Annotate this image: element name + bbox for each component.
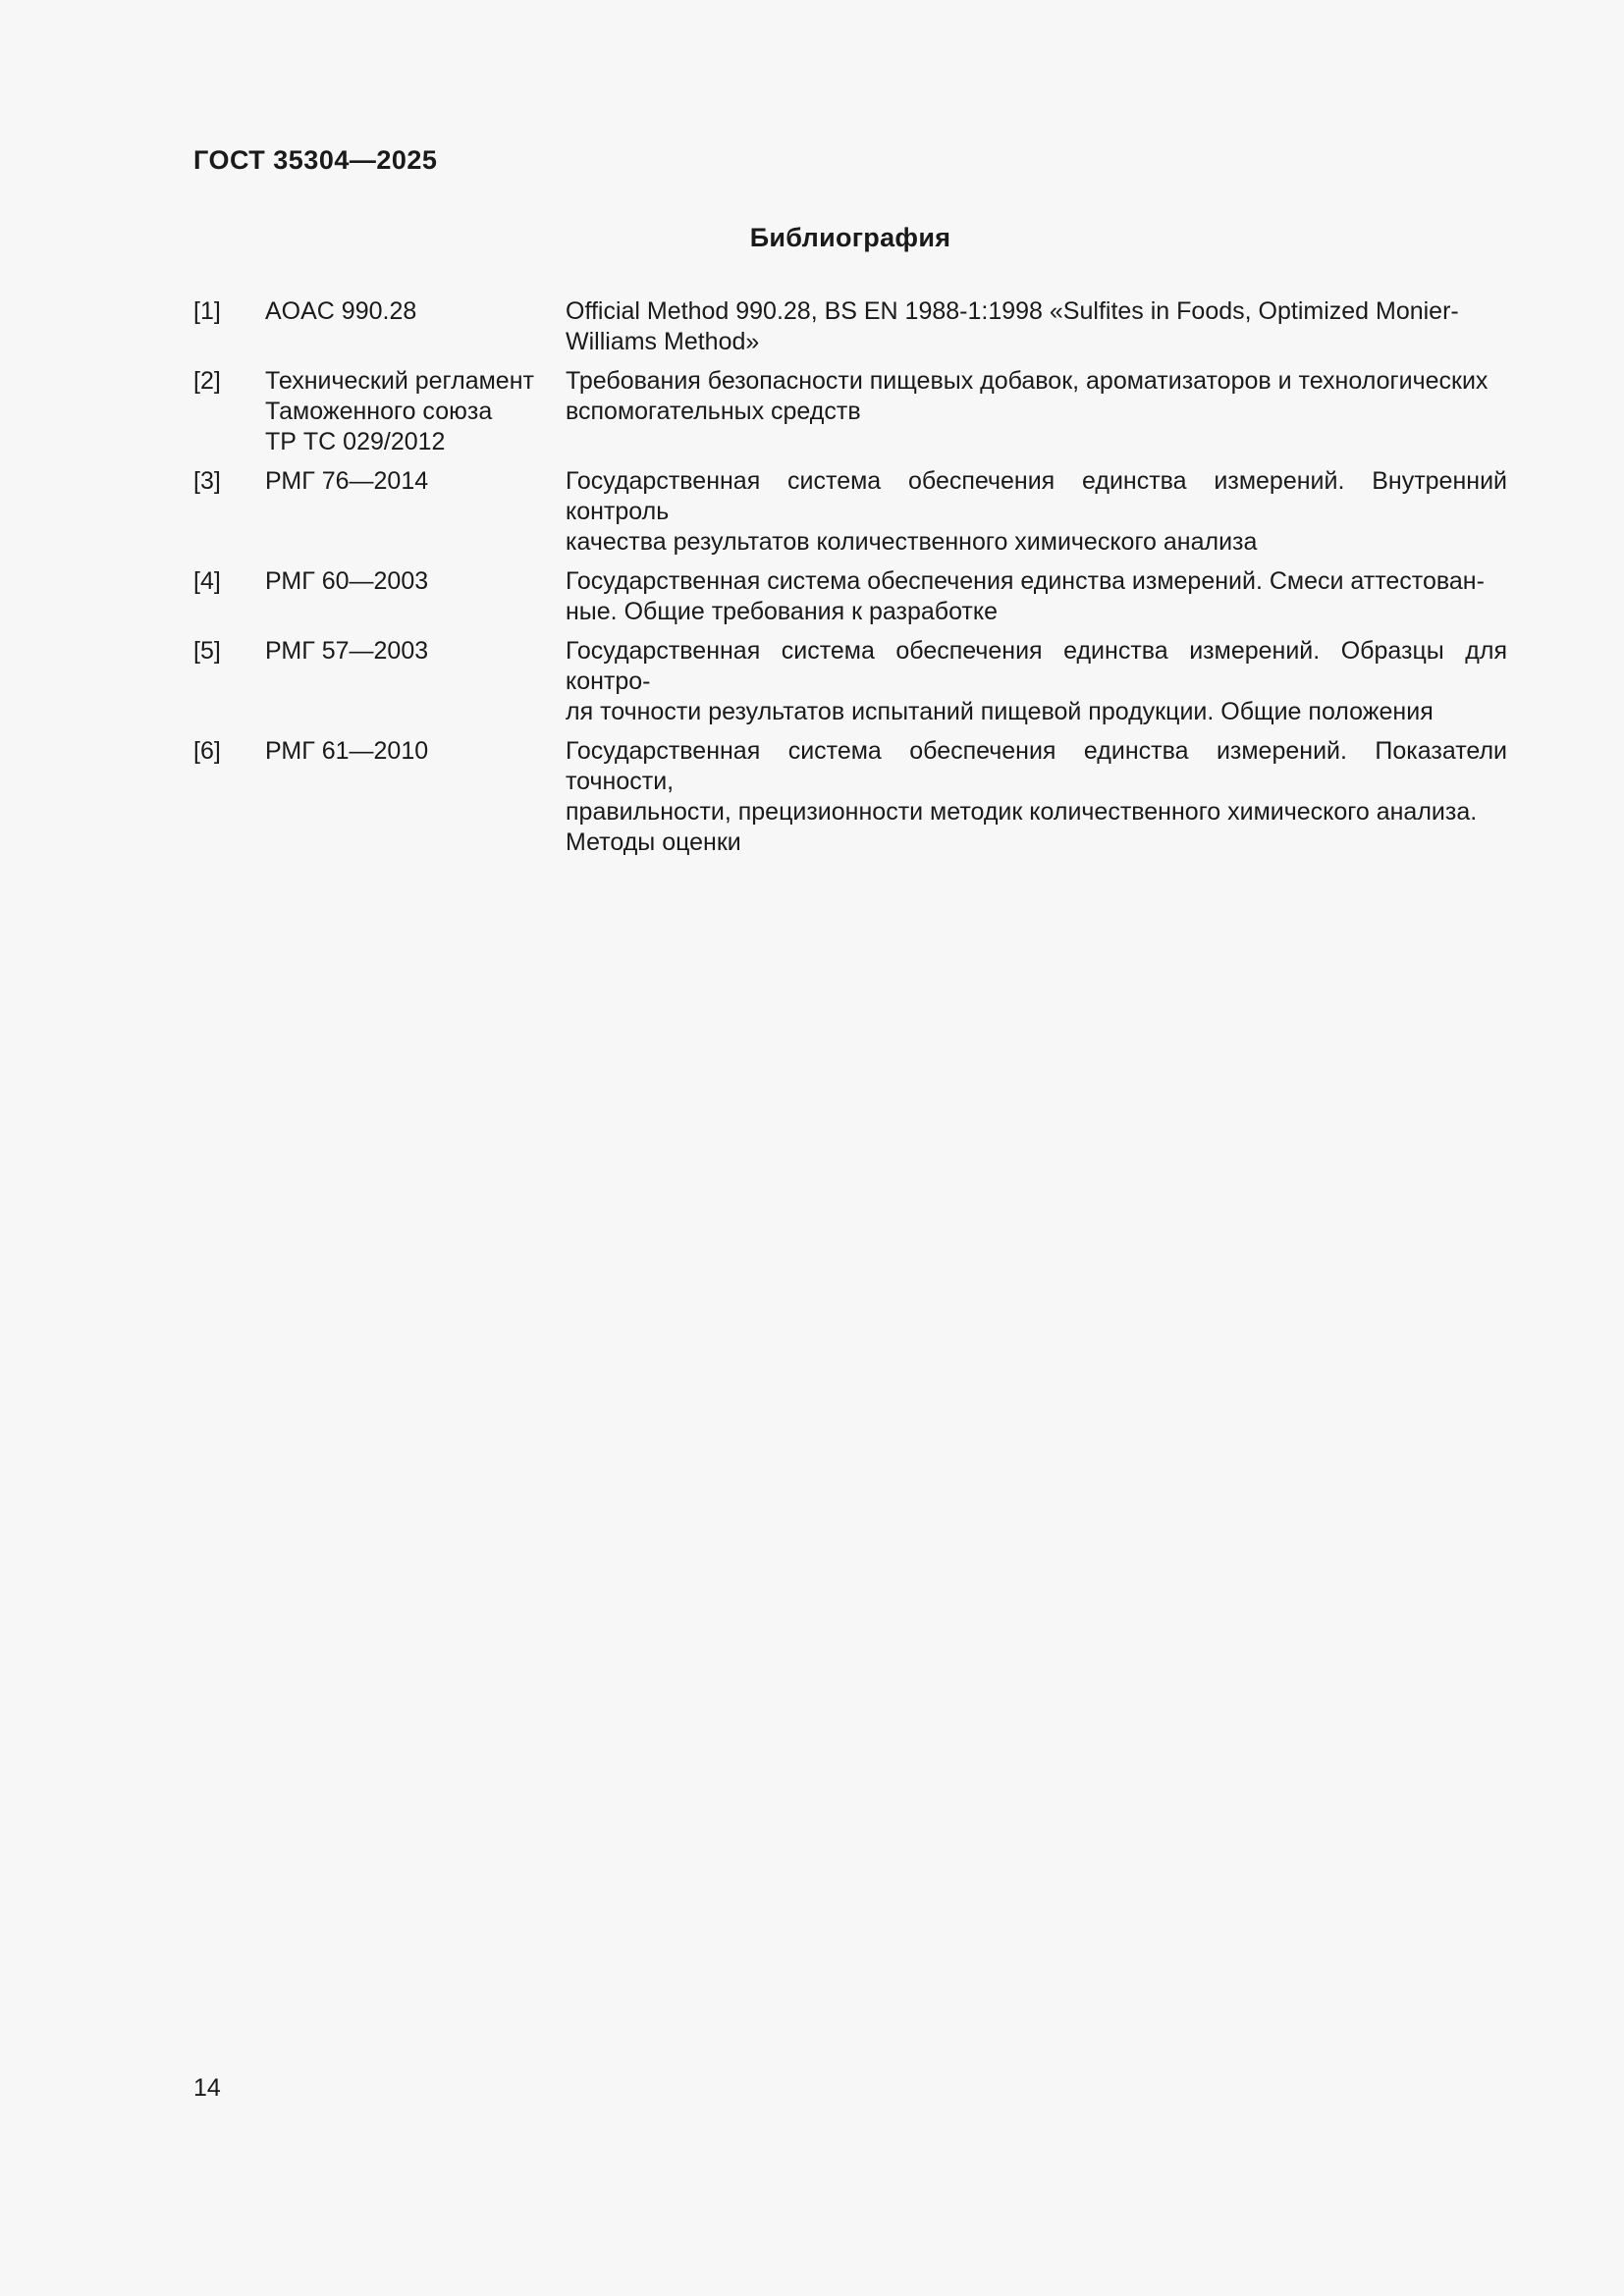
- entry-reference: РМГ 76—2014: [265, 467, 429, 495]
- bibliography-entry: [193, 736, 1507, 858]
- bibliography-list: [193, 296, 1507, 867]
- page-number: 14: [193, 2074, 221, 2102]
- entry-number: [6]: [193, 737, 221, 765]
- bibliography-entry: [193, 296, 1507, 357]
- entry-description: Государственная система обеспечения единства измерений. Смеси аттестован- ные. Общие требования к разработке: [566, 567, 1485, 625]
- bibliography-entry: [193, 566, 1507, 627]
- entry-description: Государственная система обеспечения единства измерений. Образцы для контро- ля точности результатов испытаний пищевой продукции. Общие положения: [566, 637, 1507, 725]
- bibliography-entry: [193, 636, 1507, 727]
- entry-reference: РМГ 60—2003: [265, 567, 429, 595]
- entry-description: Государственная система обеспечения единства измерений. Показатели точности, правильности, прецизионности методик количественного химического анализа. Методы оценки: [566, 737, 1507, 856]
- entry-description: Государственная система обеспечения единства измерений. Внутренний контроль качества результатов количественного химического анализа: [566, 467, 1507, 556]
- entry-reference: РМГ 57—2003: [265, 637, 429, 665]
- entry-reference: Технический регламент Таможенного союза ТР ТС 029/2012: [265, 367, 534, 455]
- entry-description: Требования безопасности пищевых добавок, ароматизаторов и технологических вспомогательных средств: [566, 367, 1489, 425]
- entry-number: [1]: [193, 297, 221, 325]
- entry-number: [5]: [193, 637, 221, 665]
- entry-number: [4]: [193, 567, 221, 595]
- section-title: Библиография: [749, 223, 951, 252]
- entry-reference: РМГ 61—2010: [265, 737, 429, 765]
- document-code-header: ГОСТ 35304—2025: [193, 145, 438, 175]
- entry-reference: AOAC 990.28: [265, 297, 417, 325]
- entry-number: [3]: [193, 467, 221, 495]
- bibliography-entry: [193, 466, 1507, 558]
- bibliography-entry: [193, 366, 1507, 457]
- entry-description: Official Method 990.28, BS EN 1988-1:1998 «Sulfites in Foods, Optimized Monier- Williams Method»: [566, 297, 1459, 355]
- entry-number: [2]: [193, 367, 221, 395]
